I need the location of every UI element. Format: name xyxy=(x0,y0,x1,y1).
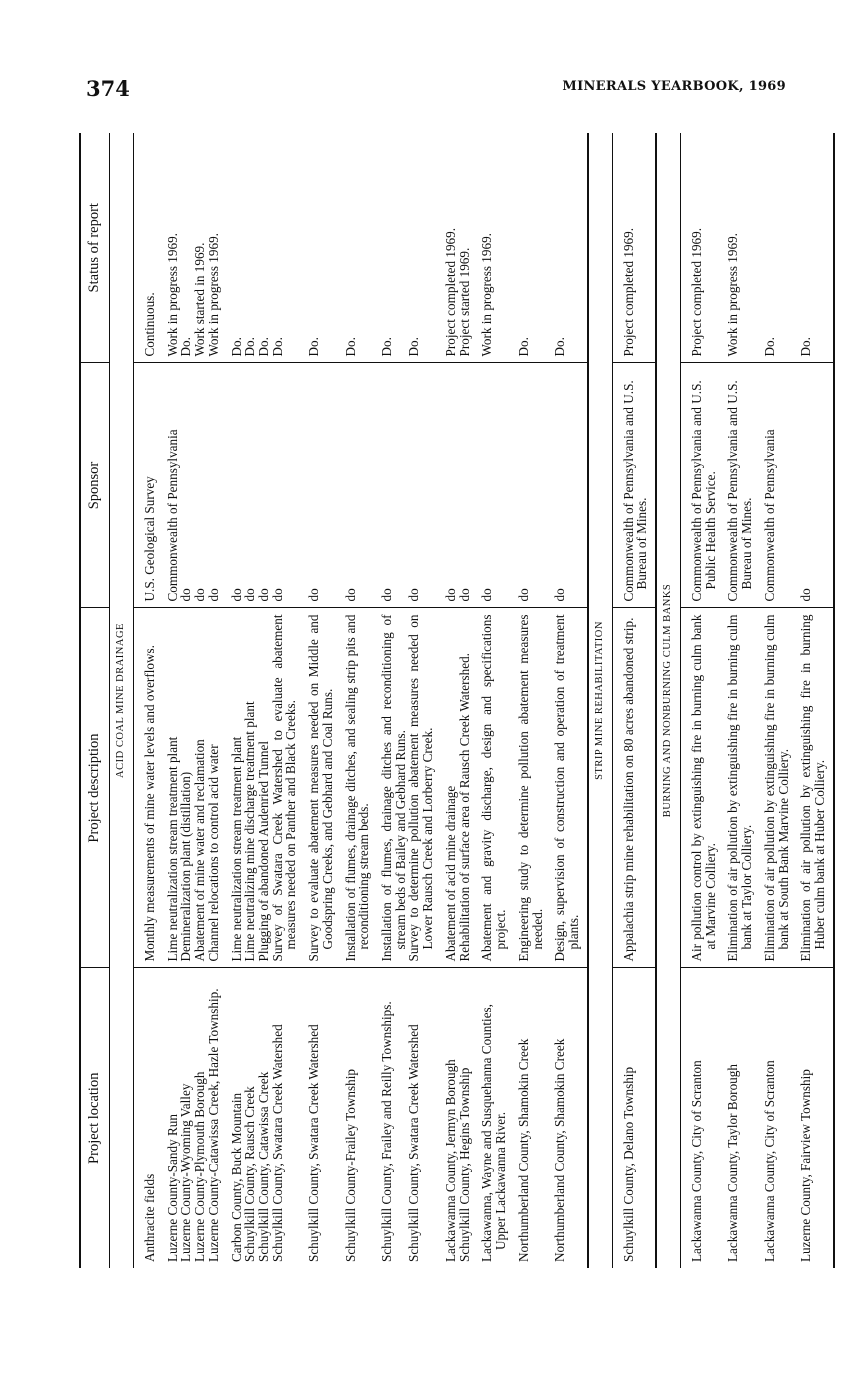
table-row xyxy=(207,133,221,1268)
project-location-text: Luzerne County, Fairview Township xyxy=(798,1069,814,1262)
sponsor-text: do xyxy=(242,588,258,602)
project-location-cell xyxy=(307,968,334,1268)
column-header: Sponsor xyxy=(80,363,110,608)
status-cell xyxy=(344,133,371,363)
project-description-text: Demineralization plant (distillation) xyxy=(178,771,194,962)
section-heading-row xyxy=(110,133,134,1268)
project-location-cell xyxy=(690,968,717,1268)
status-text: Do. xyxy=(406,337,422,357)
sponsor-cell xyxy=(143,363,157,608)
project-description-cell xyxy=(344,608,371,968)
project-description-text: Plugging of abandoned Audenried Tunnel xyxy=(256,740,272,962)
section-title: BURNING AND NONBURNING CULM BANKS xyxy=(656,133,680,1268)
status-cell xyxy=(799,133,833,363)
status-text: Do. xyxy=(798,337,814,357)
sponsor-text: do xyxy=(228,588,244,602)
status-text: Do. xyxy=(178,337,194,357)
spacer-cell xyxy=(544,363,553,608)
status-cell xyxy=(193,133,207,363)
sponsor-text: do xyxy=(256,588,272,602)
project-location-cell xyxy=(143,968,157,1268)
sponsor-cell xyxy=(622,363,656,608)
status-cell xyxy=(166,133,180,363)
project-description-cell xyxy=(166,608,180,968)
project-location-text: Schuylkill County, Hegins Township xyxy=(456,1067,472,1262)
spacer-cell xyxy=(221,133,230,363)
spacer-cell xyxy=(335,363,344,608)
project-description-text: Abatement and gravity discharge, design and specifications project. xyxy=(479,614,509,962)
sponsor-cell xyxy=(517,363,544,608)
project-location-text: Luzerne County-Wyoming Valley xyxy=(178,1083,194,1262)
page-header xyxy=(86,76,786,100)
sponsor-cell xyxy=(690,363,717,608)
sponsor-cell xyxy=(407,363,434,608)
status-text: Do. xyxy=(242,337,258,357)
status-text: Do. xyxy=(269,337,285,357)
project-description-text: Abatement of acid mine drainage xyxy=(442,785,458,962)
section-heading-row xyxy=(656,133,680,1268)
table-row xyxy=(193,133,207,1268)
status-text: Project completed 1969. xyxy=(620,227,636,357)
status-cell xyxy=(622,133,656,363)
project-location-text: Lackawanna, Wayne and Susquehanna Counties, Upper Lackawanna River. xyxy=(479,1004,509,1262)
project-description-text: Installation of flumes, drainage ditches, and sealing strip pits and reconditioning stream beds. xyxy=(342,614,372,962)
project-description-cell xyxy=(230,608,244,968)
project-location-cell xyxy=(230,968,244,1268)
status-text: Project started 1969. xyxy=(456,247,472,357)
sponsor-text: do xyxy=(798,588,814,602)
spacer-cell xyxy=(754,133,763,363)
project-location-text: Schuylkill County, Catawissa Creek xyxy=(256,1071,272,1262)
project-location-text: Luzerne County-Plymouth Borough xyxy=(192,1071,208,1262)
status-text: Continuous. xyxy=(141,292,157,357)
status-text: Do. xyxy=(552,337,568,357)
project-location-text: Schuylkill County, Swatara Creek Watershed xyxy=(269,1024,285,1262)
project-location-text: Anthracite fields xyxy=(141,1173,157,1262)
project-location-text: Lackawanna County, City of Scranton xyxy=(688,1060,704,1262)
table-row xyxy=(230,133,244,1268)
table-row xyxy=(179,133,193,1268)
sponsor-cell xyxy=(458,363,472,608)
status-text: Project completed 1969. xyxy=(688,227,704,357)
project-location-text: Schuylkill County, Rausch Creek xyxy=(242,1086,258,1262)
rotated-table-wrapper xyxy=(79,133,827,1268)
project-location-cell xyxy=(380,968,407,1268)
sponsor-cell xyxy=(257,363,271,608)
status-text: Work in progress 1969. xyxy=(479,233,495,357)
sponsor-cell xyxy=(179,363,193,608)
sponsor-text: do xyxy=(178,588,194,602)
project-location-text: Northumberland County, Shamokin Creek xyxy=(515,1038,531,1262)
project-location-text: Lackawanna County, Taylor Borough xyxy=(725,1064,741,1262)
sponsor-cell xyxy=(307,363,334,608)
table-header-row xyxy=(80,133,110,1268)
project-description-cell xyxy=(407,608,434,968)
project-description-text: Elimination of air pollution by extinguishing fire in burning culm bank at Taylor Colliery. xyxy=(725,614,755,962)
status-text: Project completed 1969. xyxy=(442,227,458,357)
status-text: Do. xyxy=(379,337,395,357)
sponsor-text: Commonwealth of Pennsylvania xyxy=(761,429,777,602)
project-description-text: Elimination of air pollution by extinguishing fire in burning culm bank at South Bank Marvine Colliery. xyxy=(761,614,791,962)
project-description-cell xyxy=(480,608,507,968)
table-row xyxy=(143,133,157,1268)
project-location-cell xyxy=(480,968,507,1268)
table-row xyxy=(271,133,298,1268)
sponsor-text: Commonwealth of Pennsylvania and U.S. Public Health Service. xyxy=(688,380,718,602)
table-row xyxy=(553,133,587,1268)
table-row xyxy=(380,133,407,1268)
project-location-text: Schuylkill County-Frailey Township xyxy=(342,1069,358,1262)
project-description-text: Survey of Swatara Creek Watershed to evaluate abatement measures needed on Panther and Black Creeks. xyxy=(269,614,299,962)
status-text: Work started in 1969. xyxy=(192,242,208,357)
column-header: Project description xyxy=(80,608,110,968)
project-location-cell xyxy=(179,968,193,1268)
project-location-cell xyxy=(207,968,221,1268)
table-row xyxy=(257,133,271,1268)
project-location-text: Luzerne County-Sandy Run xyxy=(164,1114,180,1262)
project-location-cell xyxy=(799,968,833,1268)
table-row xyxy=(799,133,833,1268)
project-description-cell xyxy=(307,608,334,968)
sponsor-cell xyxy=(193,363,207,608)
sponsor-text: Commonwealth of Pennsylvania and U.S. Bureau of Mines. xyxy=(620,380,650,602)
project-location-cell xyxy=(444,968,458,1268)
spacer-cell xyxy=(371,133,380,363)
table-row xyxy=(517,133,544,1268)
spacer-cell xyxy=(435,363,444,608)
project-description-text: Survey to determine pollution abatement measures needed on Lower Rausch Creek and Lorberry Creek. xyxy=(406,614,436,962)
status-text: Do. xyxy=(515,337,531,357)
project-description-cell xyxy=(517,608,544,968)
sponsor-cell xyxy=(763,363,790,608)
project-description-text: Elimination of air pollution by extinguishing fire in burning Huber culm bank at Huber Colliery. xyxy=(798,614,827,962)
project-description-text: Abatement of mine water and reclamation xyxy=(192,739,208,962)
project-description-cell xyxy=(726,608,753,968)
spacer-cell xyxy=(335,133,344,363)
sponsor-text: do xyxy=(205,588,221,602)
project-location-cell xyxy=(622,968,656,1268)
project-description-text: Design, supervision of construction and operation of treatment plants. xyxy=(552,614,581,962)
status-cell xyxy=(230,133,244,363)
section-heading-row xyxy=(588,133,612,1268)
project-location-cell xyxy=(344,968,371,1268)
project-description-text: Air pollution control by extinguishing fire in burning culm bank at Marvine Colliery. xyxy=(688,614,718,962)
status-text: Do. xyxy=(342,337,358,357)
section-title: ACID COAL MINE DRAINAGE xyxy=(110,133,134,1268)
spacer-cell xyxy=(471,363,480,608)
project-location-text: Schuylkill County, Swatara Creek Watershed xyxy=(406,1024,422,1262)
status-text: Work in progress 1969. xyxy=(725,233,741,357)
project-description-text: Engineering study to determine pollution abatement measures needed. xyxy=(515,614,545,962)
project-description-cell xyxy=(143,608,157,968)
page-number: 374 xyxy=(86,76,130,101)
table-row xyxy=(166,133,180,1268)
sponsor-cell xyxy=(380,363,407,608)
status-cell xyxy=(480,133,507,363)
project-description-cell xyxy=(193,608,207,968)
status-cell xyxy=(444,133,458,363)
project-description-text: Appalachia strip mine rehabilitation on 80 acres abandoned strip. xyxy=(620,617,636,962)
project-description-text: Lime neutralization stream treatment plant xyxy=(228,736,244,962)
status-text: Work in progress 1969. xyxy=(205,233,221,357)
status-cell xyxy=(380,133,407,363)
project-description-cell xyxy=(444,608,458,968)
sponsor-text: do xyxy=(379,588,395,602)
table-row xyxy=(243,133,257,1268)
status-cell xyxy=(243,133,257,363)
project-location-text: Schuylkill County, Swatara Creek Watershed xyxy=(306,1024,322,1262)
spacer-cell xyxy=(790,363,799,608)
sponsor-cell xyxy=(444,363,458,608)
spacer-cell xyxy=(544,133,553,363)
table-body xyxy=(110,133,834,1268)
sponsor-cell xyxy=(799,363,833,608)
spacer-cell xyxy=(298,133,307,363)
status-text: Do. xyxy=(761,337,777,357)
table-row xyxy=(444,133,458,1268)
project-location-text: Luzerne County-Catawissa Creek, Hazle Township. xyxy=(205,988,221,1262)
project-description-text: Channel relocations to control acid water xyxy=(205,744,221,962)
project-location-cell xyxy=(458,968,472,1268)
spacer-cell xyxy=(298,363,307,608)
project-location-text: Schuylkill County, Delano Township xyxy=(620,1066,636,1262)
spacer-cell xyxy=(371,363,380,608)
sponsor-cell xyxy=(271,363,298,608)
table-row xyxy=(344,133,371,1268)
status-cell xyxy=(553,133,587,363)
sponsor-text: do xyxy=(442,588,458,602)
sponsor-text: U.S. Geological Survey xyxy=(141,476,157,602)
status-cell xyxy=(726,133,753,363)
status-text: Do. xyxy=(256,337,272,357)
project-description-cell xyxy=(553,608,587,968)
project-location-cell xyxy=(271,968,298,1268)
project-description-cell xyxy=(799,608,833,968)
project-location-cell xyxy=(517,968,544,1268)
status-cell xyxy=(207,133,221,363)
status-cell xyxy=(143,133,157,363)
project-location-text: Lackawanna County, City of Scranton xyxy=(761,1060,777,1262)
status-text: Work in progress 1969. xyxy=(164,233,180,357)
sponsor-cell xyxy=(243,363,257,608)
sponsor-cell xyxy=(553,363,587,608)
project-description-text: Lime neutralizing mine discharge treatment plant xyxy=(242,701,258,962)
project-description-cell xyxy=(257,608,271,968)
sponsor-cell xyxy=(344,363,371,608)
sponsor-text: do xyxy=(192,588,208,602)
project-location-cell xyxy=(763,968,790,1268)
project-location-text: Lackawanna County, Jermyn Borough xyxy=(442,1059,458,1262)
status-cell xyxy=(690,133,717,363)
project-location-cell xyxy=(166,968,180,1268)
project-location-cell xyxy=(257,968,271,1268)
table-row xyxy=(307,133,334,1268)
sponsor-text: do xyxy=(406,588,422,602)
status-cell xyxy=(517,133,544,363)
project-description-cell xyxy=(380,608,407,968)
sponsor-text: Commonwealth of Pennsylvania and U.S. Bureau of Mines. xyxy=(725,380,755,602)
sponsor-text: do xyxy=(306,588,322,602)
project-description-cell xyxy=(243,608,257,968)
sponsor-text: do xyxy=(456,588,472,602)
table-row xyxy=(763,133,790,1268)
column-header: Project location xyxy=(80,968,110,1268)
project-description-cell xyxy=(271,608,298,968)
sponsor-text: do xyxy=(479,588,495,602)
sponsor-cell xyxy=(726,363,753,608)
project-location-cell xyxy=(726,968,753,1268)
spacer-cell xyxy=(508,133,517,363)
table-row xyxy=(690,133,717,1268)
project-description-text: Installation of flumes, drainage ditches and reconditioning of stream beds of Bailey and Gebhard Runs. xyxy=(379,614,408,962)
status-cell xyxy=(179,133,193,363)
spacer-cell xyxy=(221,363,230,608)
project-description-cell xyxy=(690,608,717,968)
project-location-cell xyxy=(243,968,257,1268)
projects-table xyxy=(79,133,835,1268)
project-description-cell xyxy=(622,608,656,968)
sponsor-cell xyxy=(230,363,244,608)
spacer-cell xyxy=(790,133,799,363)
status-cell xyxy=(458,133,472,363)
project-description-cell xyxy=(763,608,790,968)
project-location-text: Carbon County, Buck Mountain xyxy=(228,1092,244,1262)
project-description-cell xyxy=(207,608,221,968)
sponsor-text: do xyxy=(342,588,358,602)
sponsor-cell xyxy=(207,363,221,608)
status-cell xyxy=(763,133,790,363)
table-row xyxy=(458,133,472,1268)
project-location-cell xyxy=(553,968,587,1268)
sponsor-text: do xyxy=(269,588,285,602)
running-title: MINERALS YEARBOOK, 1969 xyxy=(562,79,786,94)
project-description-text: Survey to evaluate abatement measures needed on Middle and Goodspring Creeks, and Gebhard and Coal Runs. xyxy=(306,614,335,962)
section-title: STRIP MINE REHABILITATION xyxy=(588,133,612,1268)
table-row xyxy=(622,133,656,1268)
sponsor-text: do xyxy=(515,588,531,602)
project-location-cell xyxy=(407,968,434,1268)
table-row xyxy=(407,133,434,1268)
column-header: Status of report xyxy=(80,133,110,363)
sponsor-text: do xyxy=(552,588,568,602)
table-row xyxy=(480,133,507,1268)
status-cell xyxy=(257,133,271,363)
status-cell xyxy=(407,133,434,363)
project-description-text: Lime neutralization stream treatment plant xyxy=(164,736,180,962)
status-text: Do. xyxy=(228,337,244,357)
sponsor-cell xyxy=(480,363,507,608)
project-description-text: Monthly measurements of mine water levels and overflows. xyxy=(141,645,157,962)
status-cell xyxy=(307,133,334,363)
project-description-text: Rehabilitation of surface area of Rausch Creek Watershed. xyxy=(456,653,472,962)
status-text: Do. xyxy=(306,337,322,357)
table-row xyxy=(726,133,753,1268)
project-location-text: Northumberland County, Shamokin Creek xyxy=(552,1038,568,1262)
project-description-cell xyxy=(179,608,193,968)
project-description-cell xyxy=(458,608,472,968)
project-location-cell xyxy=(193,968,207,1268)
project-location-text: Schuylkill County, Frailey and Reilly Townships. xyxy=(379,1001,395,1262)
status-cell xyxy=(271,133,298,363)
sponsor-text: Commonwealth of Pennsylvania xyxy=(164,429,180,602)
spacer-cell xyxy=(508,363,517,608)
sponsor-cell xyxy=(166,363,180,608)
